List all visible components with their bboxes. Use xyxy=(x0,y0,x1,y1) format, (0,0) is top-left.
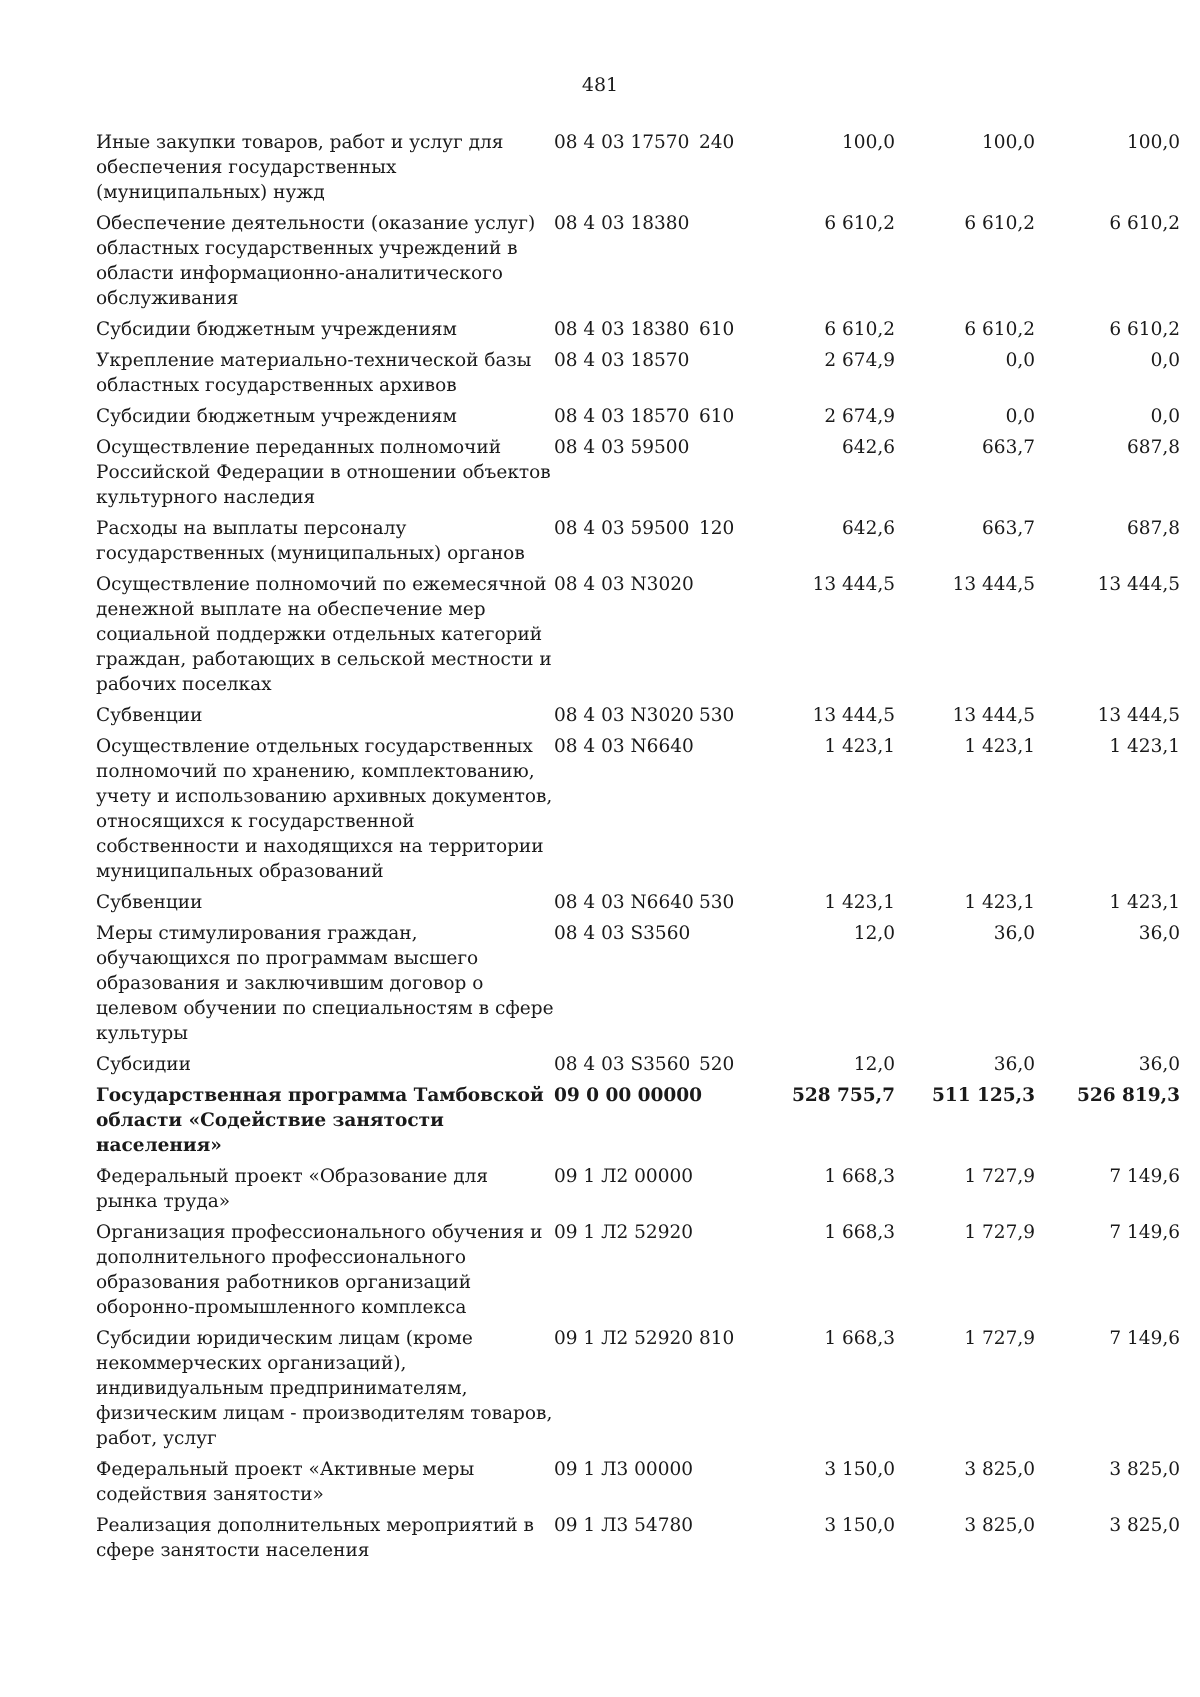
page-number: 481 xyxy=(581,74,619,96)
row-amount-year-2: 1 423,1 xyxy=(964,736,1035,757)
row-amount-year-1: 6 610,2 xyxy=(824,213,895,234)
row-target-code: 08 4 03 18570 xyxy=(554,350,690,371)
row-amount-year-2: 6 610,2 xyxy=(964,319,1035,340)
table-row xyxy=(96,435,1180,516)
table-row xyxy=(96,1457,1180,1513)
budget-table xyxy=(96,130,1180,1569)
table-row xyxy=(96,348,1180,404)
row-amount-year-3: 13 444,5 xyxy=(1097,705,1180,726)
row-target-code: 08 4 03 S3560 xyxy=(554,1054,691,1075)
row-amount-year-3: 36,0 xyxy=(1138,1054,1180,1075)
row-amount-year-2: 1 727,9 xyxy=(964,1222,1035,1243)
table-row xyxy=(96,1326,1180,1457)
row-amount-year-3: 6 610,2 xyxy=(1109,213,1180,234)
row-expense-type xyxy=(699,211,747,317)
row-target-code: 08 4 03 N6640 xyxy=(554,736,694,757)
row-target-code: 09 1 Л2 00000 xyxy=(554,1166,694,1187)
row-amount-year-3: 7 149,6 xyxy=(1109,1328,1180,1349)
row-amount-year-1: 100,0 xyxy=(842,132,895,153)
table-row xyxy=(96,1052,1180,1083)
row-target-code: 08 4 03 59500 xyxy=(554,437,690,458)
budget-table-body xyxy=(96,130,1180,1569)
row-amount-year-1: 1 668,3 xyxy=(824,1166,895,1187)
row-expense-type: 810 xyxy=(699,1328,735,1349)
table-row xyxy=(96,1513,1180,1569)
row-amount-year-1: 6 610,2 xyxy=(824,319,895,340)
row-amount-year-2: 1 727,9 xyxy=(964,1328,1035,1349)
row-amount-year-3: 687,8 xyxy=(1127,518,1180,539)
row-target-code: 08 4 03 N6640 xyxy=(554,892,694,913)
row-amount-year-3: 3 825,0 xyxy=(1109,1515,1180,1536)
row-amount-year-1: 1 668,3 xyxy=(824,1328,895,1349)
row-description: Организация профессионального обучения и дополнительного профессионального образования работников организаций оборонно-промышленного комплекса xyxy=(96,1222,543,1318)
row-amount-year-2: 100,0 xyxy=(982,132,1035,153)
row-amount-year-1: 1 668,3 xyxy=(824,1222,895,1243)
row-target-code: 09 1 Л2 52920 xyxy=(554,1222,694,1243)
row-target-code: 08 4 03 N3020 xyxy=(554,705,694,726)
row-description: Субсидии xyxy=(96,1054,191,1075)
row-expense-type xyxy=(699,1083,747,1164)
table-row xyxy=(96,516,1180,572)
row-description: Субсидии юридическим лицам (кроме некоммерческих организаций), индивидуальным предпринимателям, физическим лицам - производителям товаров, работ, услуг xyxy=(96,1328,553,1449)
table-row xyxy=(96,1164,1180,1220)
row-expense-type xyxy=(699,1220,747,1326)
row-description: Субсидии бюджетным учреждениям xyxy=(96,319,457,340)
row-expense-type xyxy=(699,572,747,703)
table-row xyxy=(96,317,1180,348)
row-target-code: 08 4 03 S3560 xyxy=(554,923,691,944)
row-description: Федеральный проект «Активные меры содействия занятости» xyxy=(96,1459,475,1505)
row-amount-year-2: 6 610,2 xyxy=(964,213,1035,234)
table-row xyxy=(96,1220,1180,1326)
row-target-code: 08 4 03 N3020 xyxy=(554,574,694,595)
row-amount-year-3: 0,0 xyxy=(1150,350,1180,371)
row-description: Иные закупки товаров, работ и услуг для обеспечения государственных (муниципальных) нужд xyxy=(96,132,504,203)
row-description: Обеспечение деятельности (оказание услуг) областных государственных учреждений в области информационно-аналитического обслуживания xyxy=(96,213,536,309)
row-amount-year-1: 2 674,9 xyxy=(824,350,895,371)
row-expense-type xyxy=(699,921,747,1052)
table-row xyxy=(96,572,1180,703)
row-description: Субвенции xyxy=(96,705,203,726)
table-row xyxy=(96,890,1180,921)
row-amount-year-2: 3 825,0 xyxy=(964,1515,1035,1536)
row-amount-year-1: 3 150,0 xyxy=(824,1515,895,1536)
row-amount-year-2: 13 444,5 xyxy=(952,574,1035,595)
table-row xyxy=(96,921,1180,1052)
row-expense-type: 610 xyxy=(699,406,735,427)
row-amount-year-1: 528 755,7 xyxy=(792,1085,895,1106)
row-expense-type: 240 xyxy=(699,132,735,153)
row-description: Субвенции xyxy=(96,892,203,913)
row-amount-year-1: 12,0 xyxy=(853,923,895,944)
row-expense-type xyxy=(699,435,747,516)
row-description: Осуществление полномочий по ежемесячной денежной выплате на обеспечение мер социальной поддержки отдельных категорий граждан, работающих в сельской местности и рабочих поселках xyxy=(96,574,552,695)
row-amount-year-3: 1 423,1 xyxy=(1109,892,1180,913)
row-description: Меры стимулирования граждан, обучающихся по программам высшего образования и заключившим договор о целевом обучении по специальностям в сфере культуры xyxy=(96,923,554,1044)
row-amount-year-2: 663,7 xyxy=(982,518,1035,539)
table-row xyxy=(96,211,1180,317)
row-expense-type xyxy=(699,348,747,404)
row-amount-year-2: 36,0 xyxy=(993,923,1035,944)
row-amount-year-2: 1 423,1 xyxy=(964,892,1035,913)
row-amount-year-3: 526 819,3 xyxy=(1077,1085,1180,1106)
row-amount-year-3: 7 149,6 xyxy=(1109,1166,1180,1187)
row-amount-year-1: 12,0 xyxy=(853,1054,895,1075)
row-amount-year-3: 3 825,0 xyxy=(1109,1459,1180,1480)
table-row xyxy=(96,734,1180,890)
row-target-code: 08 4 03 17570 xyxy=(554,132,690,153)
row-description: Осуществление отдельных государственных полномочий по хранению, комплектованию, учету и использованию архивных документов, относящихся к государственной собственности и находящихся на территории муниципальных образований xyxy=(96,736,553,882)
row-expense-type: 520 xyxy=(699,1054,735,1075)
row-amount-year-2: 0,0 xyxy=(1005,406,1035,427)
row-target-code: 09 1 Л3 00000 xyxy=(554,1459,694,1480)
row-amount-year-2: 3 825,0 xyxy=(964,1459,1035,1480)
row-expense-type: 120 xyxy=(699,518,735,539)
row-amount-year-2: 36,0 xyxy=(993,1054,1035,1075)
row-target-code: 09 1 Л3 54780 xyxy=(554,1515,694,1536)
row-target-code: 09 1 Л2 52920 xyxy=(554,1328,694,1349)
row-amount-year-3: 687,8 xyxy=(1127,437,1180,458)
row-amount-year-2: 0,0 xyxy=(1005,350,1035,371)
row-target-code: 08 4 03 18380 xyxy=(554,213,690,234)
table-row xyxy=(96,404,1180,435)
row-description: Субсидии бюджетным учреждениям xyxy=(96,406,457,427)
row-description: Реализация дополнительных мероприятий в сфере занятости населения xyxy=(96,1515,534,1561)
row-amount-year-3: 6 610,2 xyxy=(1109,319,1180,340)
row-expense-type: 530 xyxy=(699,705,735,726)
row-amount-year-1: 642,6 xyxy=(842,437,895,458)
table-row xyxy=(96,130,1180,211)
row-amount-year-2: 13 444,5 xyxy=(952,705,1035,726)
row-amount-year-2: 511 125,3 xyxy=(932,1085,1035,1106)
table-row xyxy=(96,1083,1180,1164)
row-expense-type xyxy=(699,1513,747,1569)
row-amount-year-3: 36,0 xyxy=(1138,923,1180,944)
row-amount-year-1: 642,6 xyxy=(842,518,895,539)
row-expense-type xyxy=(699,1457,747,1513)
row-amount-year-3: 7 149,6 xyxy=(1109,1222,1180,1243)
row-expense-type: 610 xyxy=(699,319,735,340)
row-amount-year-1: 2 674,9 xyxy=(824,406,895,427)
row-amount-year-2: 1 727,9 xyxy=(964,1166,1035,1187)
row-amount-year-1: 13 444,5 xyxy=(812,574,895,595)
row-target-code: 08 4 03 18380 xyxy=(554,319,690,340)
row-amount-year-1: 3 150,0 xyxy=(824,1459,895,1480)
row-description: Федеральный проект «Образование для рынка труда» xyxy=(96,1166,489,1212)
row-target-code: 09 0 00 00000 xyxy=(554,1085,703,1106)
row-description: Осуществление переданных полномочий Российской Федерации в отношении объектов культурного наследия xyxy=(96,437,551,508)
row-expense-type xyxy=(699,1164,747,1220)
row-target-code: 08 4 03 59500 xyxy=(554,518,690,539)
row-description: Государственная программа Тамбовской области «Содействие занятости населения» xyxy=(96,1085,544,1156)
row-amount-year-3: 0,0 xyxy=(1150,406,1180,427)
row-amount-year-2: 663,7 xyxy=(982,437,1035,458)
row-amount-year-1: 13 444,5 xyxy=(812,705,895,726)
row-description: Расходы на выплаты персоналу государственных (муниципальных) органов xyxy=(96,518,525,564)
row-amount-year-3: 100,0 xyxy=(1127,132,1180,153)
row-amount-year-3: 13 444,5 xyxy=(1097,574,1180,595)
row-amount-year-1: 1 423,1 xyxy=(824,892,895,913)
row-amount-year-1: 1 423,1 xyxy=(824,736,895,757)
row-amount-year-3: 1 423,1 xyxy=(1109,736,1180,757)
row-expense-type: 530 xyxy=(699,892,735,913)
row-description: Укрепление материально-технической базы областных государственных архивов xyxy=(96,350,532,396)
row-expense-type xyxy=(699,734,747,890)
row-target-code: 08 4 03 18570 xyxy=(554,406,690,427)
table-row xyxy=(96,703,1180,734)
